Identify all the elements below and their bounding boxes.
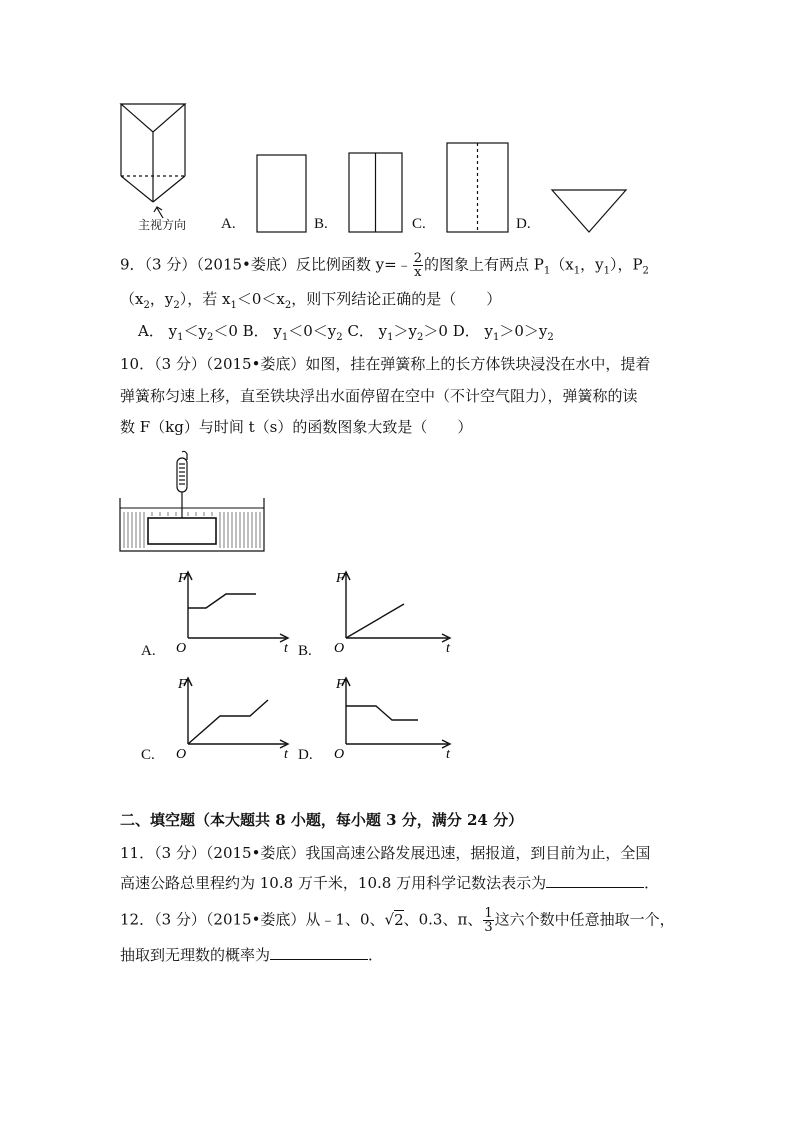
graph-b-f-label: F <box>336 571 345 586</box>
q10-option-c-label: C. <box>141 747 155 763</box>
q12-line1: 12．（3 分）（2015•娄底）从﹣1、0、√2、0.3、π、 $\frac{1}{3}$ 这六个数中任意抽取一个， <box>120 906 675 935</box>
q10-option-d-label: D. <box>298 747 313 763</box>
q10-line3: 数 F（kg）与时间 t（s）的函数图象大致是（ ） <box>120 418 473 436</box>
q11-line2: 高速公路总里程约为 10.8 万千米，10.8 万用科学记数法表示为 ． <box>120 874 660 892</box>
q10-graph-a <box>168 566 293 656</box>
q9-line2: （$x_2$，$y_2$），若 $x_1<0<x_2$，则下列结论正确的是（ ） <box>120 290 502 311</box>
q12-answer-blank[interactable] <box>270 945 368 960</box>
q9-line1: 9．（3 分）（2015•娄底）反比例函数 y=﹣ $\frac{2}{x}$ 的图象上有两点 $P_1(x_1$，$y_1$），$P_2$ <box>120 251 649 280</box>
q10-option-b-label: B. <box>298 643 312 659</box>
spring-scale-tank-figure <box>116 450 268 554</box>
q10-option-a-label: A. <box>141 643 156 659</box>
graph-b-o-label: O <box>334 641 345 656</box>
q8-option-b-label: B. <box>314 216 328 232</box>
graph-b-t-label: t <box>446 641 450 656</box>
graph-a-o-label: O <box>176 641 187 656</box>
q8-option-c-label: C. <box>412 216 426 232</box>
graph-d-o-label: O <box>334 747 345 762</box>
q12-fraction: $\frac{1}{3}$ <box>484 906 493 935</box>
q8-option-a-figure <box>256 154 308 234</box>
sqrt-symbol: √ <box>384 910 395 929</box>
q8-option-d-figure <box>550 188 628 234</box>
graph-d-f-label: F <box>336 677 345 692</box>
q11-answer-blank[interactable] <box>546 873 644 888</box>
graph-a-t-label: t <box>284 641 288 656</box>
q9-fraction: $\frac{2}{x}$ <box>413 251 422 280</box>
graph-a-f-label: F <box>178 571 187 586</box>
q10-graph-c <box>168 672 293 762</box>
q10-graph-d <box>326 672 456 762</box>
q10-line2: 弹簧称匀速上移，直至铁块浮出水面停留在空中（不计空气阻力），弹簧称的读 <box>120 387 638 405</box>
q9-options: A． $y_1<y_2<0$ B． $y_1<0<y_2$ C． $y_1>y_2>0$ D． $y_1>0>y_2$ <box>138 322 554 343</box>
view-direction-label: 主视方向 <box>138 218 187 232</box>
graph-d-t-label: t <box>446 747 450 762</box>
q12-line2: 抽取到无理数的概率为 ． <box>120 946 384 964</box>
q8-option-c-figure <box>446 142 510 234</box>
q8-option-b-figure <box>348 152 404 234</box>
section2-title: 二、填空题（本大题共 8 小题，每小题 3 分，满分 24 分） <box>120 811 524 829</box>
q10-line1: 10．（3 分）（2015•娄底）如图，挂在弹簧称上的长方体铁块浸没在水中，提着 <box>120 355 651 373</box>
graph-c-o-label: O <box>176 747 187 762</box>
q8-option-d-label: D. <box>516 216 531 232</box>
q8-option-a-label: A. <box>221 216 236 232</box>
q11-line1: 11．（3 分）（2015•娄底）我国高速公路发展迅速，据报道，到目前为止，全国 <box>120 844 651 862</box>
graph-c-t-label: t <box>284 747 288 762</box>
graph-c-f-label: F <box>178 677 187 692</box>
q10-graph-b <box>326 566 456 656</box>
